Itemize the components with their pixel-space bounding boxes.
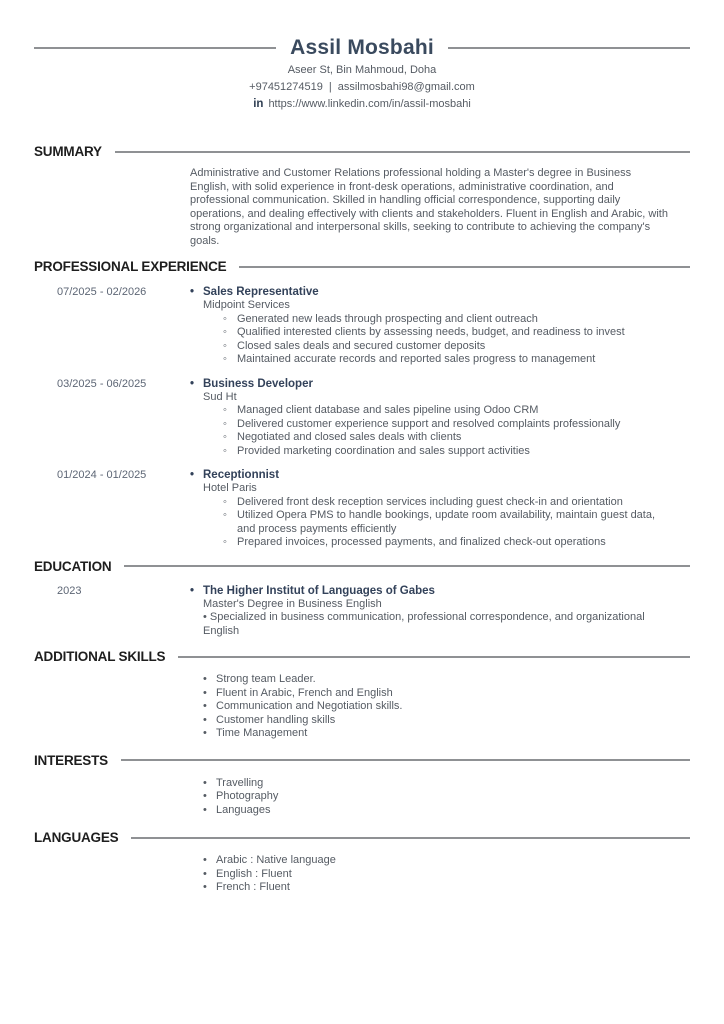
language-item: • Arabic : Native language: [203, 854, 668, 868]
experience-body: [0, 285, 724, 550]
job-dates: 07/2025 - 02/2026: [57, 286, 147, 298]
job-dates: 03/2025 - 06/2025: [57, 377, 147, 390]
job-bullet: ◦ Provided marketing coordination and sales support activities: [223, 445, 668, 459]
job-entry: [34, 285, 690, 367]
job-dates: 01/2024 - 01/2025: [57, 469, 147, 481]
skills-rule: [178, 656, 690, 658]
skill-item: • Communication and Negotiation skills.: [203, 700, 668, 714]
summary-text: Administrative and Customer Relations professional holding a Master's degree in Business English, with solid experience in front-desk operations, administrative coordination, and professional communication. Skilled in handling official correspondence, supporting daily operations, and dealing effectively with clients and stakeholders. Fluent in English and Arabic, with strong organizational and interpersonal skills, seeking to contribute to achieving the company's goals.: [190, 167, 668, 247]
section-head-skills: [34, 649, 690, 664]
education-entry: [34, 584, 690, 639]
summary-body: [34, 167, 690, 248]
education-detail: • Specialized in business communication, professional correspondence, and organizational English: [203, 611, 645, 637]
languages-rule: [131, 837, 690, 839]
summary-title: SUMMARY: [34, 144, 102, 159]
name-row: [34, 36, 690, 60]
name-rule-right: [448, 47, 690, 49]
skills-list: [190, 673, 668, 741]
education-year: 2023: [57, 584, 82, 597]
summary-rule: [115, 151, 690, 153]
job-bullet: ◦ Prepared invoices, processed payments, and finalized check-out operations: [223, 536, 668, 550]
email-text: assilmosbahi98@gmail.com: [337, 81, 475, 93]
interests-left-spacer: [34, 777, 190, 818]
interests-title: INTERESTS: [34, 752, 108, 768]
person-name: Assil Mosbahi: [290, 36, 434, 59]
experience-rule: [239, 266, 690, 268]
job-bullet-list: [190, 404, 668, 458]
job-title: • Sales Representative: [190, 285, 668, 299]
interest-item: • Travelling: [203, 777, 668, 791]
name-rule-left: [34, 47, 276, 49]
section-head-languages: [34, 830, 690, 845]
languages-left-spacer: [34, 854, 190, 895]
phone-email-line: [0, 81, 724, 94]
skill-item: • Fluent in Arabic, French and English: [203, 687, 668, 701]
skill-item: • Customer handling skills: [203, 714, 668, 728]
experience-title: PROFESSIONAL EXPERIENCE: [34, 259, 227, 274]
interests-list: [190, 777, 668, 818]
skill-item: • Time Management: [203, 727, 668, 741]
address-text: Aseer St, Bin Mahmoud, Doha: [287, 64, 437, 76]
education-school: • The Higher Institut of Languages of Gabes: [190, 584, 668, 598]
summary-left-spacer: [34, 167, 190, 248]
job-entry: [34, 468, 690, 550]
skills-left-spacer: [34, 673, 190, 741]
interests-body: [34, 777, 690, 818]
interests-rule: [121, 759, 690, 761]
phone-text: +97451274519: [249, 81, 323, 93]
linkedin-line: [0, 98, 724, 111]
job-bullet: ◦ Maintained accurate records and reported sales progress to management: [223, 353, 668, 367]
linkedin-url: https://www.linkedin.com/in/assil-mosbahi: [268, 98, 471, 110]
job-bullet: ◦ Closed sales deals and secured customer deposits: [223, 340, 668, 354]
resume-header: [0, 0, 724, 111]
section-head-education: [34, 559, 690, 574]
skills-body: [34, 673, 690, 741]
job-bullet: ◦ Delivered customer experience support and resolved complaints professionally: [223, 418, 668, 432]
job-company: Sud Ht: [203, 390, 237, 403]
job-entry: [34, 377, 690, 459]
education-title: EDUCATION: [34, 558, 112, 574]
section-head-interests: [34, 753, 690, 768]
job-bullet: ◦ Utilized Opera PMS to handle bookings, update room availability, maintain guest data, and process payments efficiently: [223, 509, 668, 536]
job-bullet: ◦ Delivered front desk reception services including guest check-in and orientation: [223, 496, 668, 510]
job-bullet: ◦ Negotiated and closed sales deals with clients: [223, 431, 668, 445]
languages-list: [190, 854, 668, 895]
education-rule: [124, 565, 690, 567]
job-title: • Business Developer: [190, 377, 668, 391]
job-bullet-list: [190, 496, 668, 550]
job-bullet: ◦ Managed client database and sales pipeline using Odoo CRM: [223, 404, 668, 418]
job-bullet-list: [190, 313, 668, 367]
linkedin-icon: in: [253, 98, 264, 110]
job-bullet: ◦ Qualified interested clients by assessing needs, budget, and readiness to invest: [223, 326, 668, 340]
language-item: • French : Fluent: [203, 881, 668, 895]
interest-item: • Photography: [203, 790, 668, 804]
education-degree: Master's Degree in Business English: [203, 597, 382, 610]
contact-separator: |: [328, 81, 332, 93]
job-company: Midpoint Services: [203, 299, 290, 311]
languages-body: [34, 854, 690, 895]
skill-item: • Strong team Leader.: [203, 673, 668, 687]
section-head-experience: [34, 259, 690, 274]
job-title: • Receptionnist: [190, 468, 668, 482]
section-head-summary: [34, 144, 690, 159]
skills-title: ADDITIONAL SKILLS: [34, 649, 166, 664]
job-bullet: ◦ Generated new leads through prospecting and client outreach: [223, 313, 668, 327]
interest-item: • Languages: [203, 804, 668, 818]
languages-title: LANGUAGES: [34, 830, 119, 845]
language-item: • English : Fluent: [203, 868, 668, 882]
address-line: [0, 64, 724, 77]
job-company: Hotel Paris: [203, 482, 257, 494]
